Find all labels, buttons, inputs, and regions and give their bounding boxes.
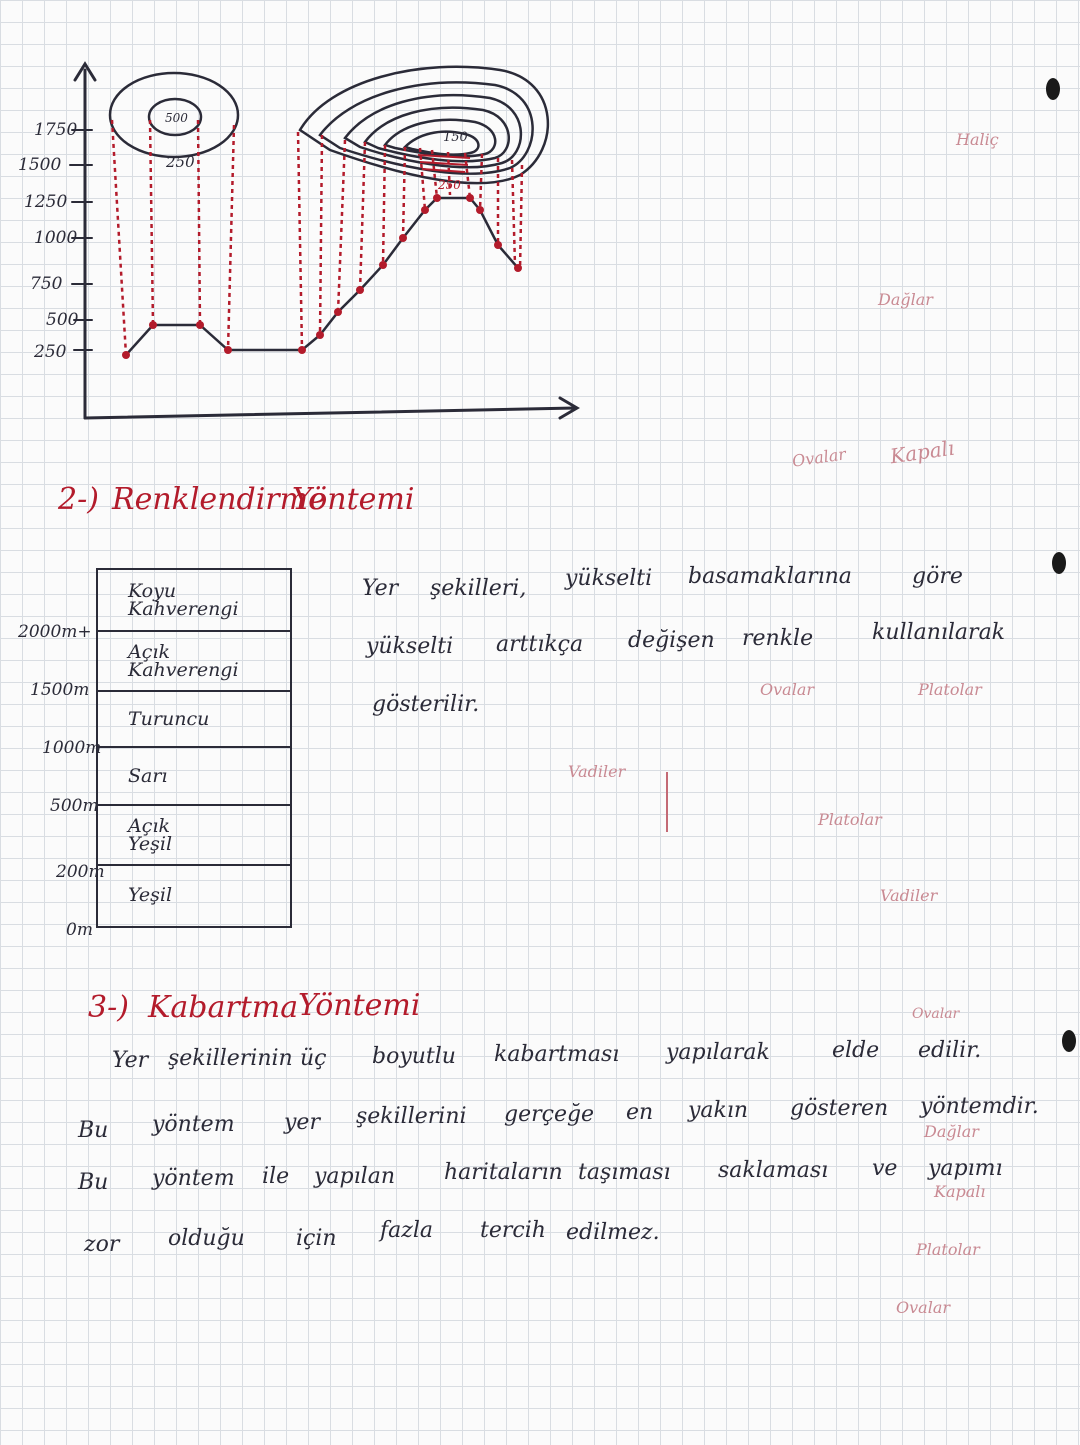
word: şekilleri, [430, 576, 527, 601]
margin-note: Vadiler [880, 886, 938, 905]
y-tick-label: 1500 [18, 155, 62, 175]
word: yer [284, 1110, 320, 1135]
section3-heading: Yöntemi [298, 988, 421, 1023]
word: Yer [112, 1048, 149, 1073]
color-band-table [96, 568, 292, 928]
word: yöntemdir. [920, 1094, 1039, 1119]
band-label: Açık Yeşil [128, 815, 173, 855]
elevation-profile-drawing [0, 50, 600, 490]
word: zor [84, 1232, 120, 1257]
elevation-label: 2000m+ [18, 622, 92, 642]
word: değişen [628, 628, 715, 653]
word: şekillerini [356, 1104, 467, 1129]
color-band [98, 866, 290, 924]
word: gösteren [790, 1096, 889, 1121]
color-band [98, 692, 290, 748]
section2-number: 2-) [58, 482, 99, 517]
margin-note: Ovalar [760, 680, 814, 699]
binder-hole [1046, 78, 1060, 100]
section3-heading: Kabartma [148, 990, 299, 1025]
band-label: Sarı [128, 765, 168, 787]
word: en [626, 1100, 654, 1125]
mountain-contour [385, 120, 495, 157]
elevation-label: 0m [66, 920, 93, 940]
section2-heading: Renklendirme [112, 482, 326, 517]
contour-label: 250 [166, 153, 195, 171]
binder-hole [1052, 552, 1066, 574]
margin-note: Platolar [818, 810, 882, 829]
elevation-label: 1500m [30, 680, 90, 700]
elevation-label: 200m [56, 862, 105, 882]
margin-note: Platolar [918, 680, 982, 699]
color-band [98, 632, 290, 692]
elevation-label: 500m [50, 796, 99, 816]
word: şekillerinin [168, 1046, 293, 1071]
word: haritaların [444, 1160, 563, 1185]
word: yapılarak [666, 1040, 770, 1065]
word: yükselti [366, 634, 454, 659]
word: Bu [78, 1170, 109, 1195]
margin-note: Ovalar [896, 1298, 950, 1317]
contour-label: 500 [165, 111, 188, 125]
word: taşıması [578, 1160, 671, 1185]
y-tick-label: 250 [34, 342, 67, 362]
elevation-label: 1000m [42, 738, 102, 758]
margin-note: Haliç [956, 130, 999, 149]
word: elde [832, 1038, 880, 1063]
y-tick-label: 750 [30, 274, 63, 294]
word: yapılan [314, 1164, 395, 1189]
profile-line [126, 198, 518, 355]
word: yakın [688, 1098, 749, 1123]
margin-note: Kapalı [888, 435, 956, 469]
margin-note: Ovalar [912, 1006, 960, 1022]
word: saklaması [718, 1158, 829, 1183]
word: yükselti [565, 566, 653, 591]
word: olduğu [168, 1226, 245, 1251]
margin-note: Vadiler [568, 762, 626, 781]
word: kabartması [494, 1042, 620, 1067]
word: yöntem [152, 1112, 235, 1137]
word: gösterilir. [372, 692, 480, 717]
band-label: Açık Kahverengi [128, 641, 239, 681]
section2-heading: Yöntemi [292, 482, 415, 517]
word: edilmez. [566, 1220, 660, 1245]
word: göre [912, 564, 963, 589]
word: tercih [480, 1218, 546, 1243]
contour-label: 150 [443, 130, 468, 145]
band-label: Koyu Kahverengi [128, 580, 239, 620]
word: Yer [362, 576, 399, 601]
margin-note: Dağlar [878, 290, 933, 309]
section3-number: 3-) [88, 990, 129, 1025]
color-band [98, 570, 290, 632]
word: için [296, 1226, 337, 1251]
word: renkle [742, 626, 814, 651]
ink-stroke [666, 772, 668, 832]
word: yapımı [928, 1156, 1003, 1181]
word: ile [262, 1164, 290, 1189]
band-label: Turuncu [128, 708, 210, 730]
word: üç [300, 1046, 327, 1071]
binder-hole [1062, 1030, 1076, 1052]
x-axis [85, 408, 575, 418]
margin-note: Kapalı [934, 1182, 986, 1201]
word: arttıkça [496, 632, 584, 657]
word: boyutlu [372, 1044, 456, 1069]
color-band [98, 748, 290, 806]
word: edilir. [918, 1038, 982, 1063]
word: yöntem [152, 1166, 235, 1191]
word: kullanılarak [872, 620, 1006, 645]
margin-note: Platolar [916, 1240, 980, 1259]
word: gerçeğe [504, 1102, 595, 1127]
word: fazla [380, 1218, 434, 1243]
y-tick-label: 1000 [34, 228, 78, 248]
color-band [98, 806, 290, 866]
contour-label: 250 [438, 178, 461, 192]
word: Bu [78, 1118, 109, 1143]
y-tick-label: 1750 [34, 120, 78, 140]
margin-note: Ovalar [790, 444, 848, 471]
band-label: Yeşil [128, 884, 173, 906]
margin-note: Dağlar [924, 1122, 979, 1141]
word: ve [872, 1156, 898, 1181]
word: basamaklarına [688, 564, 852, 589]
y-tick-label: 1250 [24, 192, 68, 212]
y-tick-label: 500 [46, 310, 79, 330]
